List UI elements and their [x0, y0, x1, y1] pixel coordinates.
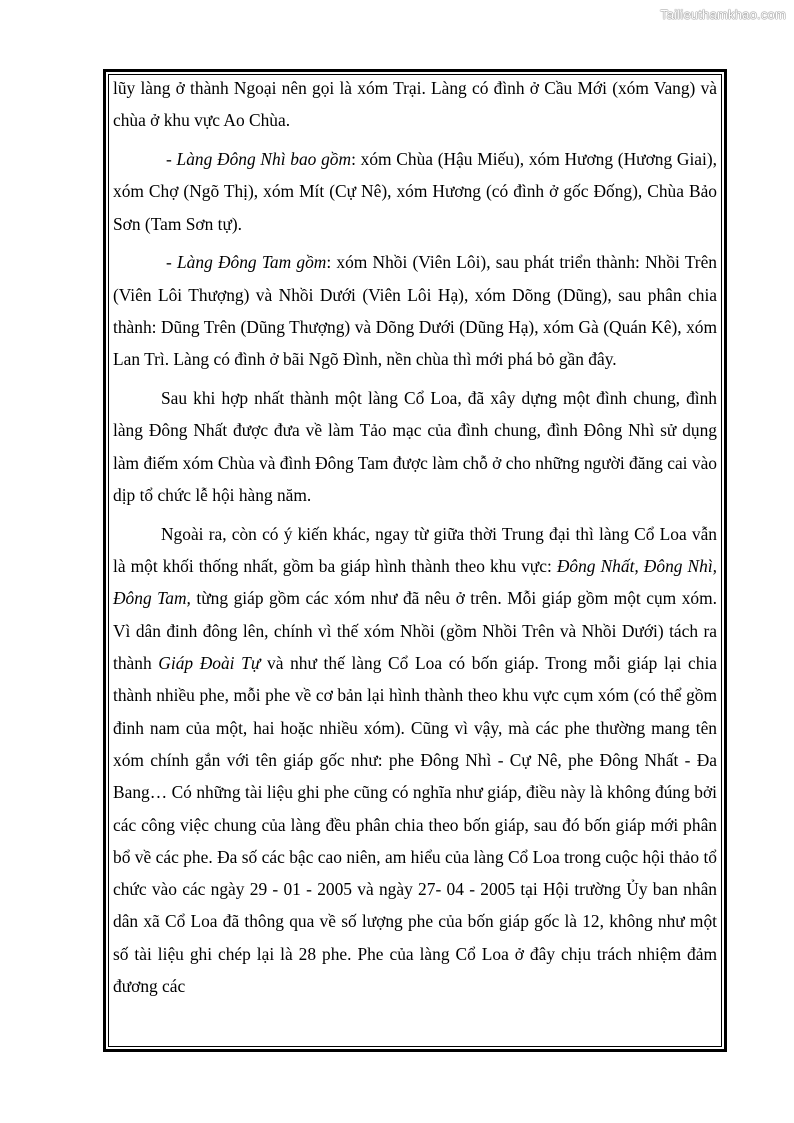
italic-giap-names: Đông Nhất, Đông Nhì, Đông Tam, — [113, 556, 718, 609]
paragraph-lang-dong-tam — [113, 246, 717, 375]
list-dash: - — [166, 149, 177, 170]
paragraph-body: : xóm Chùa (Hậu Miếu), xóm Hương (Hương Giai), xóm Chợ (Ngõ Thị), xóm Mít (Cự Nê), xóm Hương (có đình ở gốc Đống), Chùa Bảo Sơn (Tam Sơn tự). — [113, 149, 717, 234]
italic-giap-doai-tu: Giáp Đoài Tự — [158, 653, 261, 674]
watermark-text: Tailieuthamkhao.com — [660, 7, 786, 22]
paragraph-text: và như thế làng Cổ Loa có bốn giáp. Trong mỗi giáp lại chia thành nhiều phe, mỗi phe về cơ bản lại hình thành theo khu vực cụm xóm (có thể gồm đinh nam của một, hai hoặc nhiều xóm). Cũng vì vậy, mà các phe thường mang tên xóm chính gắn với tên giáp gốc như: phe Đông Nhì - Cự Nê, phe Đông Nhất - Đa Bang… Có những tài liệu ghi phe cũng có nghĩa như giáp, điều này là không đúng bởi các công việc chung của làng đều phân chia theo bốn giáp, sau đó bốn giáp mới phân bổ về các phe. Đa số các bậc cao niên, am hiểu của làng Cổ Loa trong cuộc hội thảo tổ chức vào các ngày 29 - 01 - 2005 và ngày 27- 04 - 2005 tại Hội trường Ủy ban nhân dân xã Cổ Loa đã thông qua về số lượng phe của bốn giáp gốc là 12, không như một số tài liệu ghi chép lại là 28 phe. Phe của làng Cổ Loa ở đây chịu trách nhiệm đảm đương các — [113, 653, 718, 997]
paragraph-text: từng giáp gồm các xóm như đã nêu ở trên. Mỗi giáp gồm một cụm xóm. Vì dân đinh đông lên, chính vì thế xóm Nhồi (gồm Nhồi Trên và Nhồi Dưới) tách ra thành — [113, 588, 717, 674]
section-heading-dong-tam: Làng Đông Tam gồm — [177, 252, 327, 273]
paragraph-1: lũy làng ở thành Ngoại nên gọi là xóm Trại. Làng có đình ở Cầu Mới (xóm Vang) và chùa ở khu vực Ao Chùa. — [113, 78, 717, 131]
paragraph-text: Ngoài ra, còn có ý kiến khác, ngay từ giữa thời Trung đại thì làng Cổ Loa vẫn là một khối thống nhất, gồm ba giáp hình thành theo khu vực: — [113, 523, 717, 577]
document-body — [113, 72, 717, 1002]
paragraph-lang-dong-nhi — [113, 143, 717, 240]
paragraph-y-kien-khac — [113, 518, 717, 1002]
paragraph-hop-nhat: Sau khi hợp nhất thành một làng Cổ Loa, đã xây dựng một đình chung, đình làng Đông Nhất được đưa về làm Tảo mạc của đình chung, đình Đông Nhì sử dụng làm điếm xóm Chùa và đình Đông Tam được làm chỗ ở cho những người đăng cai vào dịp tổ chức lễ hội hàng năm. — [113, 388, 717, 506]
paragraph-body: : xóm Nhồi (Viên Lôi), sau phát triển thành: Nhồi Trên (Viên Lôi Thượng) và Nhồi Dưới (Viên Lôi Hạ), xóm Dõng (Dũng), sau phân chia thành: Dũng Trên (Dũng Thượng) và Dõng Dưới (Dũng Hạ), xóm Gà (Quán Kê), xóm Lan Trì. Làng có đình ở bãi Ngõ Đình, nền chùa thì mới phá bỏ gần đây. — [113, 252, 717, 370]
list-dash: - — [166, 252, 178, 273]
section-heading-dong-nhi: Làng Đông Nhì bao gồm — [176, 149, 352, 170]
